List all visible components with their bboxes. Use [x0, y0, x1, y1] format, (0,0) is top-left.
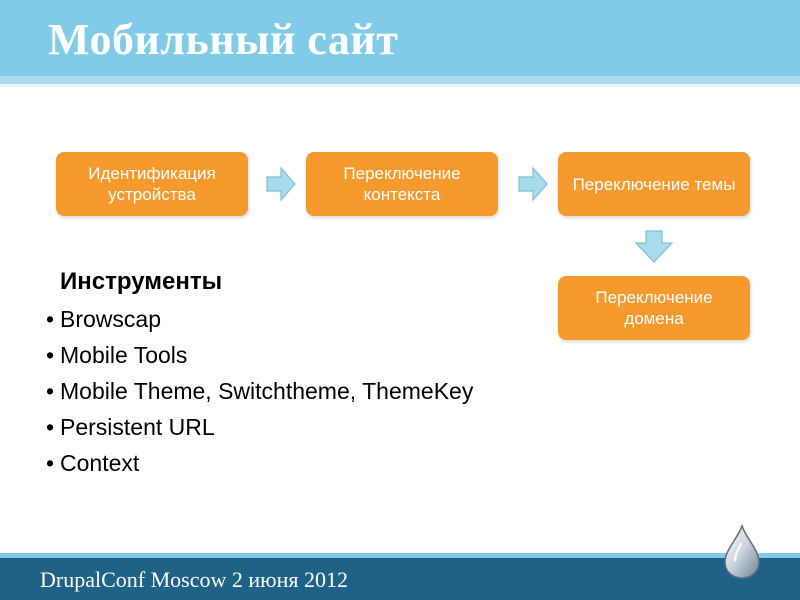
step-context-switch [306, 152, 498, 216]
step-label: Переключение темы [572, 174, 736, 194]
arrow-right-icon [518, 166, 548, 202]
drupal-drop-icon [722, 524, 762, 580]
arrow-down-icon [634, 230, 674, 264]
slide-title: Мобильный сайт [48, 15, 399, 64]
arrow-right-icon [266, 166, 296, 202]
step-device-identification [56, 152, 248, 216]
list-item: • Mobile Theme, Switchtheme, ThemeKey [42, 377, 482, 406]
header-divider [0, 76, 800, 84]
tools-list [42, 305, 482, 478]
step-domain-switch [558, 276, 750, 340]
list-item: • Mobile Tools [42, 341, 482, 370]
list-item: • Persistent URL [42, 413, 482, 442]
step-label: Переключение контекста [343, 164, 461, 204]
header-divider-light [0, 84, 800, 87]
step-theme-switch [558, 152, 750, 216]
tools-heading: Инструменты [60, 268, 223, 295]
step-label: Переключение домена [595, 288, 713, 328]
list-item: • Browscap [42, 305, 482, 334]
step-label: Идентификация устройства [88, 164, 216, 204]
tools-section [42, 268, 482, 485]
list-item: • Context [42, 449, 482, 478]
footer-text: DrupalConf Moscow 2 июня 2012 [40, 567, 348, 592]
